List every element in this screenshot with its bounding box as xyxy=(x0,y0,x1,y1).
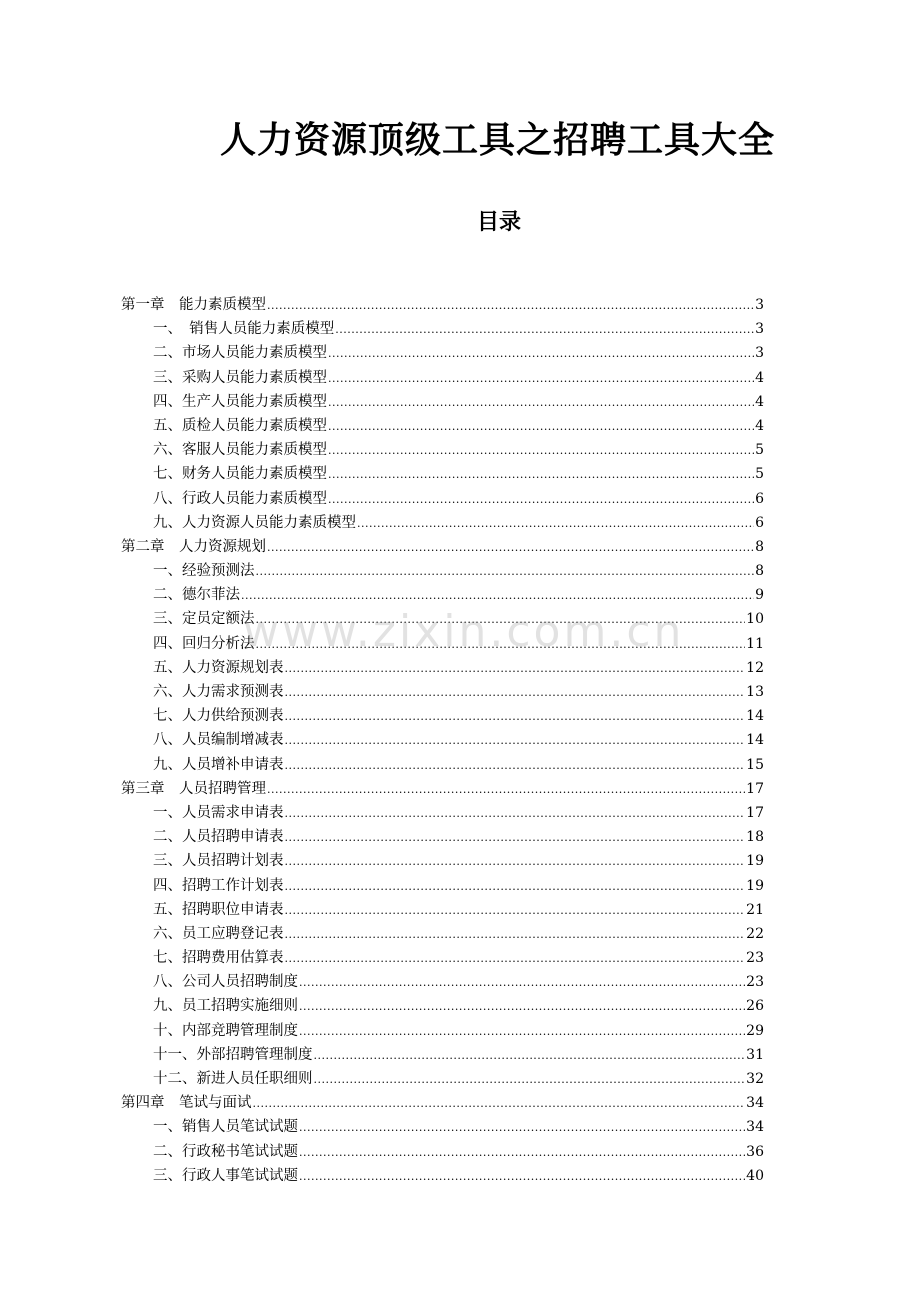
toc-page-number: 6 xyxy=(755,490,764,507)
toc-entry-label: 一、人员需求申请表 xyxy=(153,804,284,821)
toc-entry-label: 八、人员编制增减表 xyxy=(153,732,284,749)
toc-page-number: 4 xyxy=(755,393,764,410)
toc-section-entry[interactable] xyxy=(121,825,764,849)
toc-dot-leader xyxy=(285,656,746,680)
toc-dot-leader xyxy=(299,1019,745,1043)
toc-dot-leader xyxy=(267,293,754,317)
toc-page-number: 11 xyxy=(746,635,764,652)
toc-dot-leader xyxy=(335,317,754,341)
toc-page-number: 17 xyxy=(746,780,764,797)
toc-dot-leader xyxy=(328,341,754,365)
toc-entry-label: 二、人员招聘申请表 xyxy=(153,829,284,846)
toc-entry-label: 七、招聘费用估算表 xyxy=(153,950,284,967)
toc-entry-label: 二、德尔菲法 xyxy=(153,587,240,604)
toc-section-entry[interactable] xyxy=(121,874,764,898)
toc-page-number: 32 xyxy=(746,1071,764,1087)
toc-dot-leader xyxy=(328,366,754,390)
toc-entry-label: 第四章 笔试与面试 xyxy=(121,1095,252,1112)
toc-dot-leader xyxy=(285,801,746,825)
toc-section-entry[interactable] xyxy=(121,341,764,365)
toc-page-number: 19 xyxy=(746,853,764,870)
toc-dot-leader xyxy=(328,462,754,486)
toc-entry-label: 十二、新进人员任职细则 xyxy=(153,1071,313,1087)
toc-entry-label: 九、人力资源人员能力素质模型 xyxy=(153,514,356,531)
toc-entry-label: 第一章 能力素质模型 xyxy=(121,297,266,313)
toc-dot-leader xyxy=(285,680,746,704)
toc-dot-leader xyxy=(241,583,754,607)
toc-page-number: 31 xyxy=(746,1046,764,1063)
toc-section-entry[interactable] xyxy=(121,559,764,583)
toc-entry-label: 八、行政人员能力素质模型 xyxy=(153,490,327,507)
toc-section-entry[interactable] xyxy=(121,946,764,970)
toc-page-number: 34 xyxy=(746,1095,764,1112)
toc-page-number: 23 xyxy=(746,950,764,967)
toc-page-number: 36 xyxy=(746,1143,764,1160)
toc-entry-label: 三、行政人事笔试试题 xyxy=(153,1167,298,1184)
toc-page-number: 6 xyxy=(755,514,764,531)
toc-section-entry[interactable] xyxy=(121,1067,764,1091)
toc-dot-leader xyxy=(285,753,746,777)
toc-page-number: 26 xyxy=(746,998,764,1015)
toc-entry-label: 六、员工应聘登记表 xyxy=(153,925,284,942)
toc-chapter-entry[interactable] xyxy=(121,535,764,559)
toc-page-number: 22 xyxy=(746,925,764,942)
toc-page-number: 13 xyxy=(746,684,764,700)
toc-section-entry[interactable] xyxy=(121,1164,764,1188)
toc-entry-label: 一、经验预测法 xyxy=(153,563,255,580)
toc-entry-label: 七、财务人员能力素质模型 xyxy=(153,466,327,483)
toc-entry-label: 三、定员定额法 xyxy=(153,611,255,628)
toc-dot-leader xyxy=(285,849,746,873)
toc-entry-label: 九、人员增补申请表 xyxy=(153,756,284,773)
toc-dot-leader xyxy=(256,607,746,631)
table-of-contents xyxy=(121,293,764,1188)
toc-page-number: 5 xyxy=(755,442,764,459)
toc-chapter-entry[interactable] xyxy=(121,777,764,801)
toc-dot-leader xyxy=(299,970,745,994)
toc-entry-label: 九、员工招聘实施细则 xyxy=(153,998,298,1015)
toc-dot-leader xyxy=(285,946,746,970)
toc-section-entry[interactable] xyxy=(121,366,764,390)
toc-entry-label: 五、招聘职位申请表 xyxy=(153,901,284,918)
toc-entry-label: 二、行政秘书笔试试题 xyxy=(153,1143,298,1160)
toc-entry-label: 十、内部竞聘管理制度 xyxy=(153,1022,298,1039)
toc-page-number: 3 xyxy=(755,297,764,313)
toc-entry-label: 四、生产人员能力素质模型 xyxy=(153,393,327,410)
toc-chapter-entry[interactable] xyxy=(121,1091,764,1115)
toc-section-entry[interactable] xyxy=(121,898,764,922)
toc-page-number: 23 xyxy=(746,974,764,991)
toc-entry-label: 六、人力需求预测表 xyxy=(153,684,284,700)
toc-page-number: 3 xyxy=(755,345,764,362)
toc-dot-leader xyxy=(328,414,754,438)
watermark: www.zixin.com.cn xyxy=(243,606,685,657)
toc-section-entry[interactable] xyxy=(121,583,764,607)
toc-page-number: 29 xyxy=(746,1022,764,1039)
toc-section-entry[interactable] xyxy=(121,438,764,462)
toc-dot-leader xyxy=(285,922,746,946)
toc-dot-leader xyxy=(357,511,754,535)
toc-page-number: 4 xyxy=(755,369,764,386)
toc-entry-label: 六、客服人员能力素质模型 xyxy=(153,442,327,459)
toc-entry-label: 三、人员招聘计划表 xyxy=(153,853,284,870)
toc-entry-label: 第三章 人员招聘管理 xyxy=(121,780,266,797)
toc-dot-leader xyxy=(285,898,746,922)
toc-section-entry[interactable] xyxy=(121,487,764,511)
toc-section-entry[interactable] xyxy=(121,1043,764,1067)
toc-dot-leader xyxy=(299,1140,745,1164)
toc-page-number: 21 xyxy=(746,901,764,918)
document-title: 人力资源顶级工具之招聘工具大全 xyxy=(219,119,775,161)
toc-page-number: 17 xyxy=(746,804,764,821)
toc-entry-label: 八、公司人员招聘制度 xyxy=(153,974,298,991)
toc-section-entry[interactable] xyxy=(121,632,764,656)
toc-page-number: 3 xyxy=(755,321,764,338)
toc-page-number: 15 xyxy=(746,756,764,773)
toc-dot-leader xyxy=(314,1043,746,1067)
toc-dot-leader xyxy=(285,728,746,752)
toc-section-entry[interactable] xyxy=(121,849,764,873)
toc-section-entry[interactable] xyxy=(121,680,764,704)
toc-section-entry[interactable] xyxy=(121,390,764,414)
toc-section-entry[interactable] xyxy=(121,607,764,631)
toc-page-number: 5 xyxy=(755,466,764,483)
toc-section-entry[interactable] xyxy=(121,1115,764,1139)
toc-page-number: 10 xyxy=(746,611,764,628)
toc-page-number: 40 xyxy=(746,1167,764,1184)
toc-dot-leader xyxy=(253,1091,746,1115)
toc-dot-leader xyxy=(328,390,754,414)
toc-dot-leader xyxy=(267,535,754,559)
toc-dot-leader xyxy=(299,1115,745,1139)
toc-section-entry[interactable] xyxy=(121,462,764,486)
toc-section-entry[interactable] xyxy=(121,922,764,946)
toc-section-entry[interactable] xyxy=(121,728,764,752)
toc-page-number: 8 xyxy=(755,538,764,555)
toc-entry-label: 一、销售人员笔试试题 xyxy=(153,1119,298,1136)
toc-section-entry[interactable] xyxy=(121,970,764,994)
toc-dot-leader xyxy=(285,825,746,849)
toc-entry-label: 四、回归分析法 xyxy=(153,635,255,652)
toc-section-entry[interactable] xyxy=(121,704,764,728)
toc-section-entry[interactable] xyxy=(121,656,764,680)
toc-section-entry[interactable] xyxy=(121,1019,764,1043)
toc-page-number: 14 xyxy=(746,708,764,725)
toc-dot-leader xyxy=(328,487,754,511)
toc-entry-label: 二、市场人员能力素质模型 xyxy=(153,345,327,362)
toc-page-number: 8 xyxy=(755,563,764,580)
toc-entry-label: 七、人力供给预测表 xyxy=(153,708,284,725)
toc-entry-label: 三、采购人员能力素质模型 xyxy=(153,369,327,386)
toc-entry-label: 一、 销售人员能力素质模型 xyxy=(153,321,335,338)
toc-heading: 目录 xyxy=(476,209,521,235)
toc-dot-leader xyxy=(299,1164,745,1188)
toc-dot-leader xyxy=(314,1067,746,1091)
toc-section-entry[interactable] xyxy=(121,317,764,341)
toc-dot-leader xyxy=(267,777,745,801)
toc-dot-leader xyxy=(256,559,755,583)
toc-section-entry[interactable] xyxy=(121,414,764,438)
toc-chapter-entry[interactable] xyxy=(121,293,764,317)
toc-section-entry[interactable] xyxy=(121,511,764,535)
toc-dot-leader xyxy=(299,994,745,1018)
toc-page-number: 12 xyxy=(746,659,764,676)
toc-section-entry[interactable] xyxy=(121,753,764,777)
toc-page-number: 34 xyxy=(746,1119,764,1136)
toc-entry-label: 十一、外部招聘管理制度 xyxy=(153,1046,313,1063)
toc-entry-label: 第二章 人力资源规划 xyxy=(121,538,266,555)
toc-page-number: 14 xyxy=(746,732,764,749)
toc-dot-leader xyxy=(285,874,746,898)
toc-page-number: 4 xyxy=(755,417,764,434)
toc-section-entry[interactable] xyxy=(121,1140,764,1164)
toc-dot-leader xyxy=(328,438,754,462)
toc-section-entry[interactable] xyxy=(121,994,764,1018)
toc-entry-label: 五、质检人员能力素质模型 xyxy=(153,417,327,434)
toc-page-number: 19 xyxy=(746,877,764,894)
toc-entry-label: 五、人力资源规划表 xyxy=(153,659,284,676)
toc-dot-leader xyxy=(256,632,746,656)
toc-section-entry[interactable] xyxy=(121,801,764,825)
toc-page-number: 9 xyxy=(755,587,764,604)
toc-page-number: 18 xyxy=(746,829,764,846)
toc-entry-label: 四、招聘工作计划表 xyxy=(153,877,284,894)
toc-dot-leader xyxy=(285,704,746,728)
